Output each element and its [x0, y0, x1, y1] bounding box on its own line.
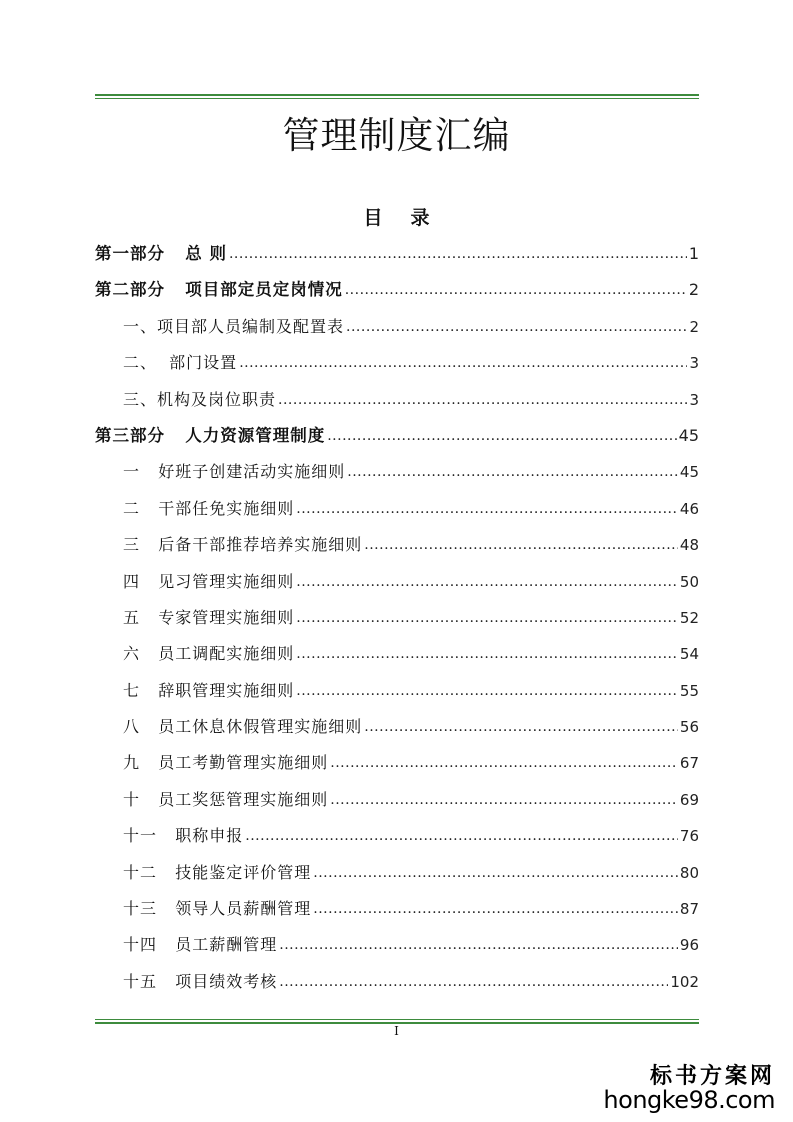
toc-page-number: 50 [679, 572, 699, 591]
toc-entry-label: 六 员工调配实施细则 [123, 644, 295, 664]
toc-leader-dots [296, 673, 678, 709]
toc-leader-dots [296, 636, 678, 672]
toc-page-number: 1 [688, 243, 699, 263]
watermark-cn: 标书方案网 [649, 1063, 775, 1089]
toc-part-entry[interactable] [95, 418, 699, 454]
toc-section-entry[interactable] [95, 673, 699, 709]
toc-entry-label: 十 员工奖惩管理实施细则 [123, 789, 329, 809]
toc-page-number: 3 [689, 354, 699, 373]
toc-page-number: 69 [679, 790, 699, 809]
toc-page-number: 87 [679, 900, 699, 919]
toc-entry-label: 十四 员工薪酬管理 [123, 935, 278, 955]
toc-page-number: 2 [689, 317, 699, 336]
toc-part-entry[interactable] [95, 272, 699, 308]
toc-page-number: 55 [679, 681, 699, 700]
toc-leader-dots [279, 964, 668, 1000]
toc-page-number: 45 [679, 463, 699, 482]
toc-page-number: 2 [688, 280, 699, 300]
toc-entry-label: 九 员工考勤管理实施细则 [123, 753, 329, 773]
toc-entry-label: 三、机构及岗位职责 [123, 389, 277, 409]
toc-section-entry[interactable] [95, 782, 699, 818]
toc-section-entry[interactable] [95, 927, 699, 963]
toc-page-number: 48 [679, 536, 699, 555]
toc-entry-label: 八 员工休息休假管理实施细则 [123, 717, 363, 737]
toc-entry-label: 四 见习管理实施细则 [123, 571, 295, 591]
toc-leader-dots [330, 745, 678, 781]
toc-leader-dots [296, 564, 678, 600]
toc-section-entry[interactable] [95, 600, 699, 636]
toc-section-entry[interactable] [95, 564, 699, 600]
toc-page-number: 52 [679, 608, 699, 627]
toc-leader-dots [345, 272, 687, 308]
toc-entry-label: 一 好班子创建活动实施细则 [123, 462, 346, 482]
toc-page-number: 96 [679, 936, 699, 955]
toc-leader-dots [229, 236, 687, 272]
toc-leader-dots [278, 382, 687, 418]
toc-leader-dots [313, 855, 678, 891]
toc-section-entry[interactable] [95, 309, 699, 345]
toc-leader-dots [327, 418, 676, 454]
toc-page-number: 45 [678, 425, 699, 445]
toc-entry-label: 三 后备干部推荐培养实施细则 [123, 535, 363, 555]
toc-section-entry[interactable] [95, 709, 699, 745]
toc-entry-label: 一、项目部人员编制及配置表 [123, 316, 345, 336]
toc-page-number: 56 [679, 718, 699, 737]
toc-section-entry[interactable] [95, 454, 699, 490]
toc-section-entry[interactable] [95, 636, 699, 672]
toc-entry-label: 第一部分 总 则 [95, 243, 227, 263]
toc-page-number: 76 [679, 827, 699, 846]
toc-section-entry[interactable] [95, 491, 699, 527]
toc-leader-dots [279, 927, 678, 963]
toc-leader-dots [364, 527, 678, 563]
toc-page-number: 67 [679, 754, 699, 773]
toc-section-entry[interactable] [95, 891, 699, 927]
toc-leader-dots [245, 818, 678, 854]
toc-section-entry[interactable] [95, 855, 699, 891]
footer-page-number: I [394, 1024, 399, 1038]
toc-entry-label: 十二 技能鉴定评价管理 [123, 862, 312, 882]
toc-section-entry[interactable] [95, 345, 699, 381]
toc-part-entry[interactable] [95, 236, 699, 272]
toc-section-entry[interactable] [95, 964, 699, 1000]
toc-page-number: 3 [689, 390, 699, 409]
document-title: 管理制度汇编 [282, 114, 511, 157]
toc-entry-label: 七 辞职管理实施细则 [123, 680, 295, 700]
toc-entry-label: 二、 部门设置 [123, 353, 238, 373]
toc-entry-label: 第二部分 项目部定员定岗情况 [95, 280, 343, 300]
toc-leader-dots [346, 309, 687, 345]
toc-section-entry[interactable] [95, 527, 699, 563]
toc-leader-dots [330, 782, 678, 818]
toc-leader-dots [296, 600, 678, 636]
toc-entry-label: 十三 领导人员薪酬管理 [123, 899, 312, 919]
watermark [603, 1059, 775, 1114]
toc-leader-dots [347, 454, 678, 490]
toc-leader-dots [313, 891, 678, 927]
toc-page-number: 46 [679, 499, 699, 518]
toc-leader-dots [239, 345, 687, 381]
toc-section-entry[interactable] [95, 745, 699, 781]
toc-page-number: 54 [679, 645, 699, 664]
header-rule [95, 94, 699, 99]
toc-entry-label: 十五 项目绩效考核 [123, 971, 278, 991]
toc-page-number: 102 [670, 972, 699, 991]
toc-leader-dots [364, 709, 678, 745]
toc-entry-label: 第三部分 人力资源管理制度 [95, 425, 326, 445]
watermark-en: hongke98.com [603, 1086, 775, 1114]
toc-entry-label: 二 干部任免实施细则 [123, 498, 295, 518]
toc-section-entry[interactable] [95, 382, 699, 418]
toc-page-number: 80 [679, 863, 699, 882]
toc-leader-dots [296, 491, 678, 527]
toc-section-entry[interactable] [95, 818, 699, 854]
table-of-contents [95, 236, 699, 1000]
toc-entry-label: 五 专家管理实施细则 [123, 607, 295, 627]
toc-entry-label: 十一 职称申报 [123, 826, 244, 846]
toc-heading: 目录 [363, 207, 458, 229]
